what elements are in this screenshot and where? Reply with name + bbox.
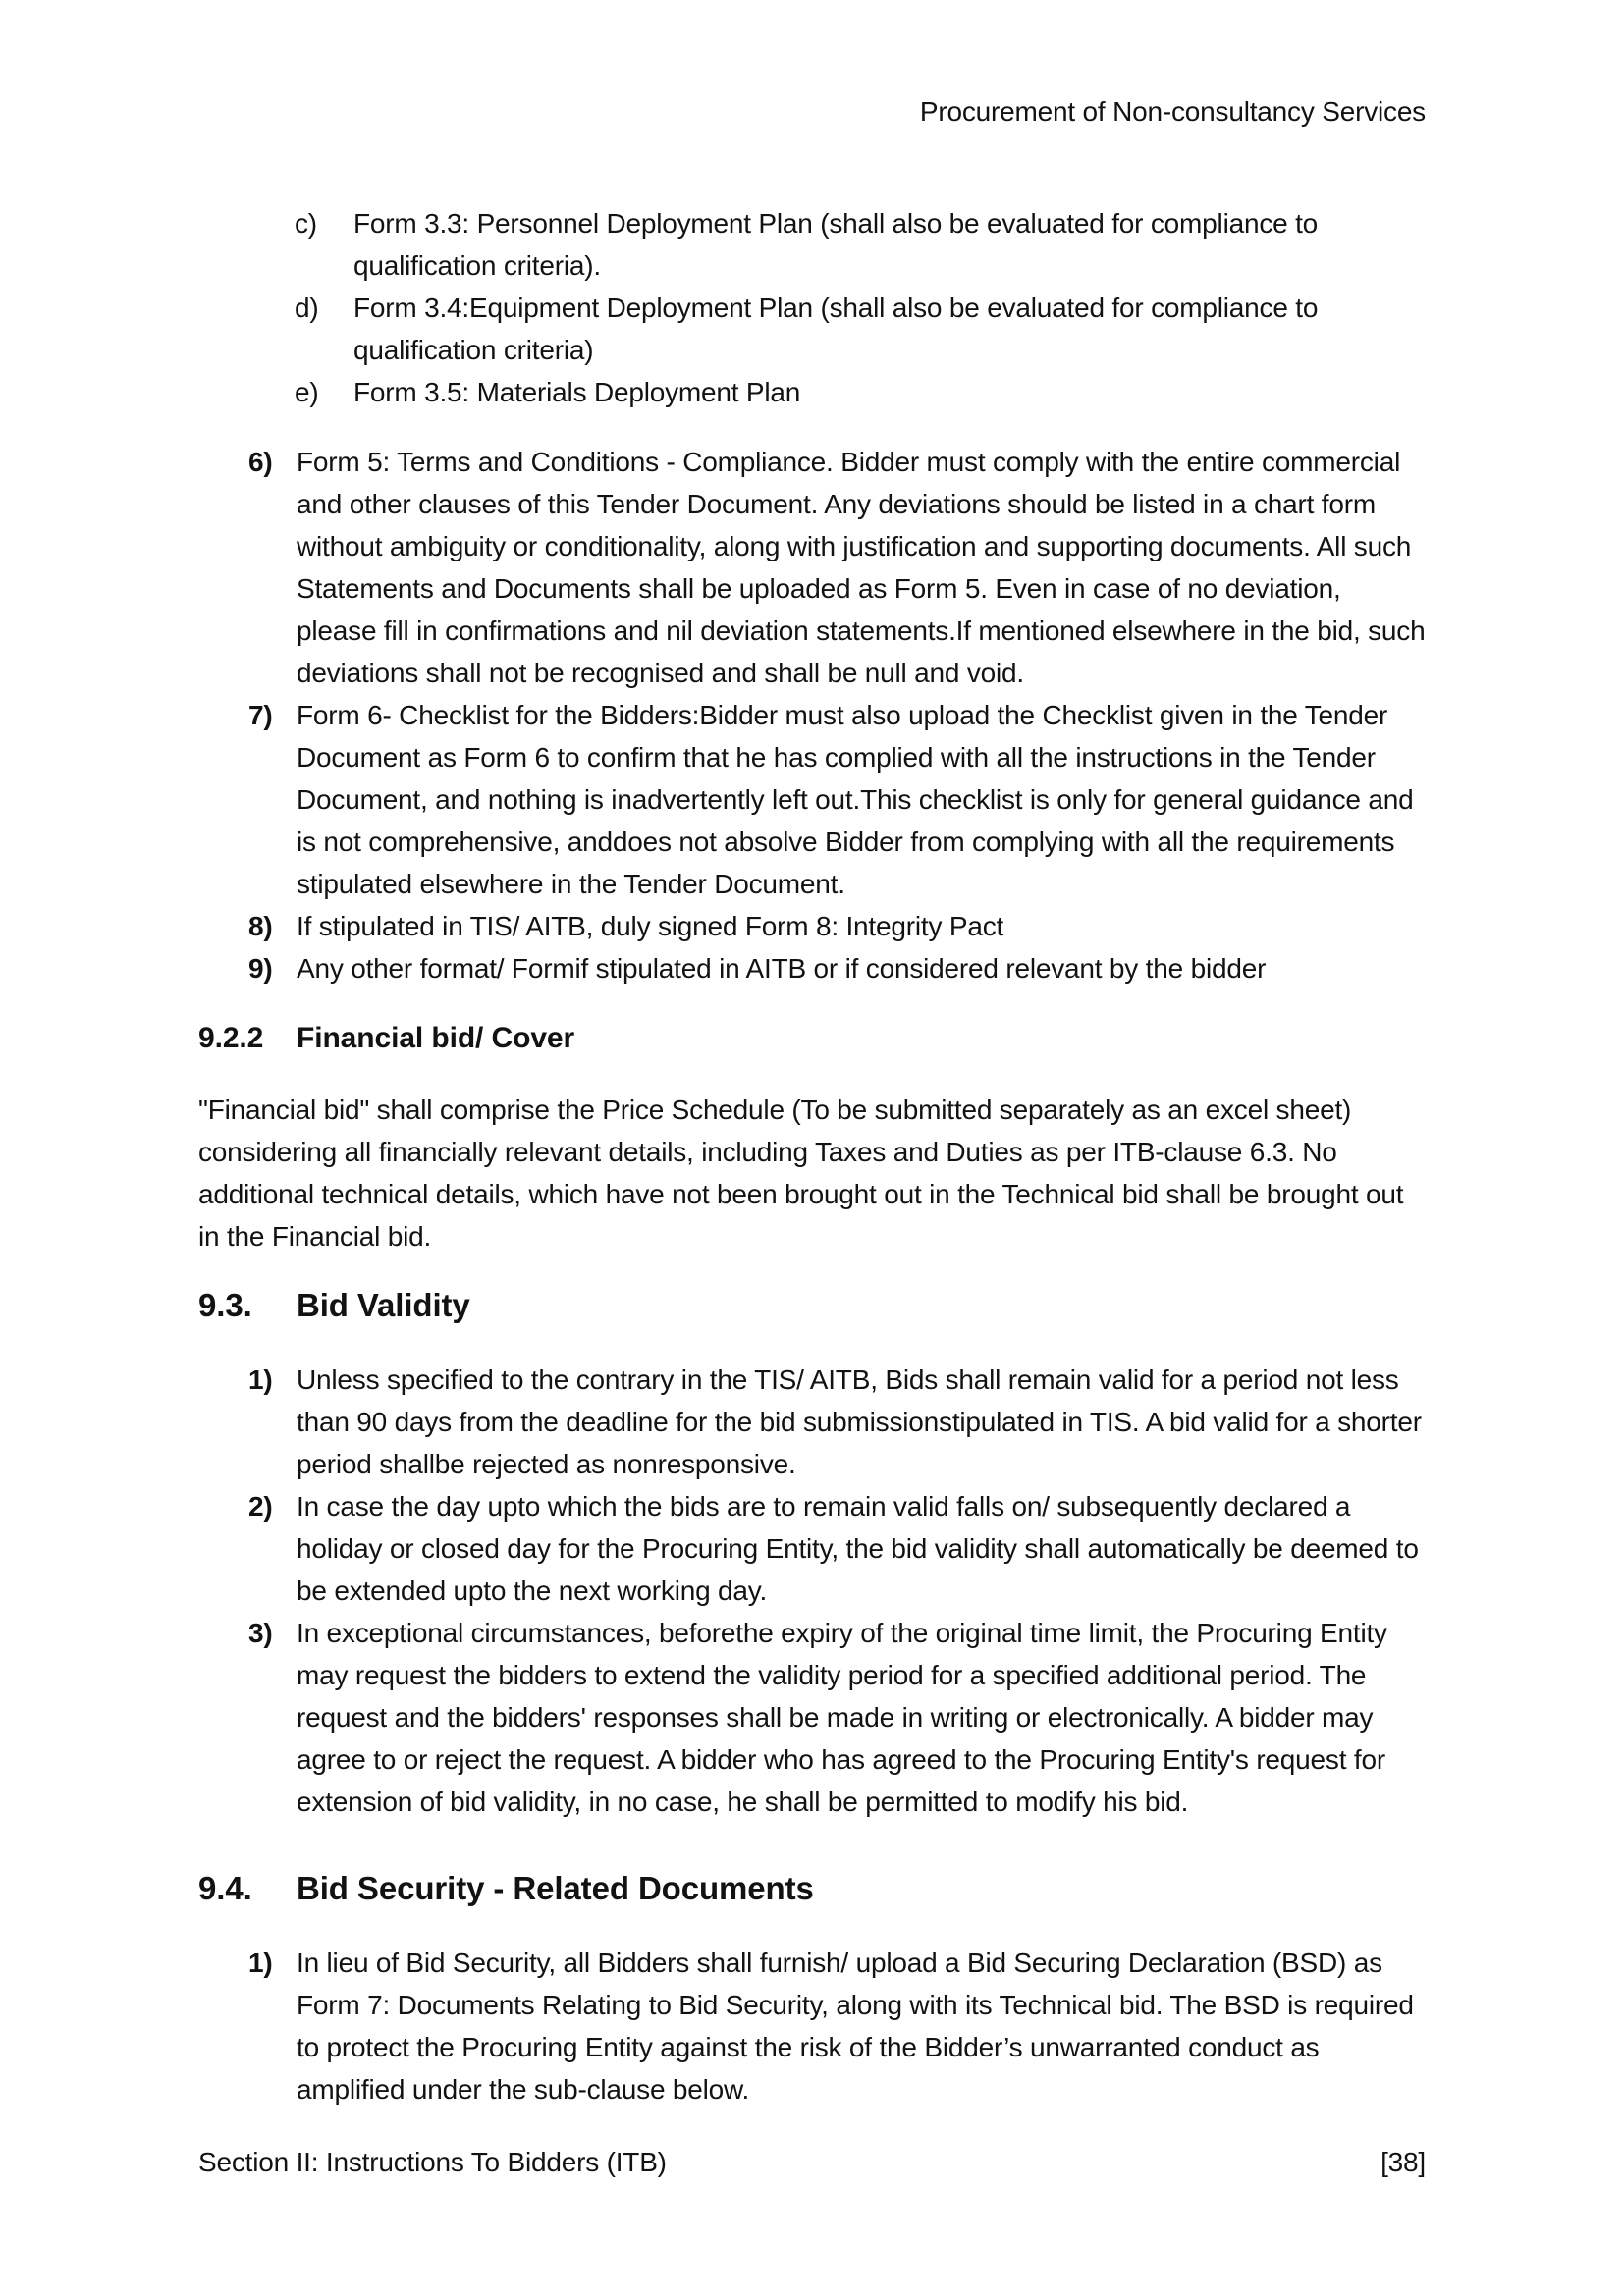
heading-title: Bid Security - Related Documents: [297, 1870, 814, 1906]
list-item-text: In exceptional circumstances, beforethe expiry of the original time limit, the Procuring Entity may request the bidders to extend the validity period for a specified additional period. The request and the bidders' responses shall be made in writing or electronically. A bidder may agree to or reject the request. A bidder who has agreed to the Procuring Entity's request for extension of bid validity, in no case, he shall be permitted to modify his bid.: [297, 1618, 1387, 1817]
list-marker: 3): [248, 1618, 273, 1648]
list-marker: 1): [248, 1364, 273, 1395]
list-item: [295, 371, 1426, 413]
list-item-text: Form 3.4:Equipment Deployment Plan (shall also be evaluated for compliance to qualification criteria): [353, 293, 1319, 365]
page-header: Procurement of Non-consultancy Services: [919, 96, 1426, 127]
list-item-text: Form 3.5: Materials Deployment Plan: [353, 377, 801, 407]
list-item-text: Form 3.3: Personnel Deployment Plan (shall also be evaluated for compliance to qualification criteria).: [353, 208, 1319, 281]
list-marker: 1): [248, 1948, 273, 1978]
section-heading-9-2-2: [198, 1016, 1426, 1060]
list-item: [248, 694, 1426, 905]
heading-number: 9.3.: [198, 1287, 252, 1323]
list-item: [248, 947, 1426, 989]
list-item: [295, 202, 1426, 287]
list-item-text: Form 5: Terms and Conditions - Compliance. Bidder must comply with the entire commercial and other clauses of this Tender Document. Any deviations should be listed in a chart form without ambiguity or conditionality, along with justification and supporting documents. All such Statements and Documents shall be uploaded as Form 5. Even in case of no deviation, please fill in confirmations and nil deviation statements.If mentioned elsewhere in the bid, such deviations shall not be recognised and shall be null and void.: [297, 447, 1426, 688]
list-item-text: Any other format/ Formif stipulated in AITB or if considered relevant by the bidder: [297, 953, 1267, 984]
paragraph: "Financial bid" shall comprise the Price Schedule (To be submitted separately as an excel sheet) considering all financially relevant details, including Taxes and Duties as per ITB-clause 6.3. No additional technical details, which have not been brought out in the Technical bid shall be brought out in the Financial bid.: [198, 1095, 1404, 1252]
list-item-text: Form 6- Checklist for the Bidders:Bidder must also upload the Checklist given in the Tender Document as Form 6 to confirm that he has complied with all the instructions in the Tender Document, and nothing is inadvertently left out.This checklist is only for general guidance and is not comprehensive, anddoes not absolve Bidder from complying with all the requirements stipulated elsewhere in the Tender Document.: [297, 700, 1414, 899]
list-item-text: In lieu of Bid Security, all Bidders shall furnish/ upload a Bid Securing Declaration (BSD) as Form 7: Documents Relating to Bid Security, along with its Technical bid. The BSD is required to protect the Procuring Entity against the risk of the Bidder’s unwarranted conduct as amplified under the sub-clause below.: [297, 1948, 1414, 2105]
section-heading-9-4: [198, 1866, 1426, 1911]
list-marker: 8): [248, 911, 273, 941]
list-marker: c): [295, 208, 317, 239]
list-marker: e): [295, 377, 319, 407]
footer-page-number: [38]: [1380, 2147, 1426, 2177]
list-item-text: In case the day upto which the bids are to remain valid falls on/ subsequently declared a holiday or closed day for the Procuring Entity, the bid validity shall automatically be deemed to be extended upto the next working day.: [297, 1491, 1419, 1606]
list-item: [248, 441, 1426, 694]
list-item: [248, 1612, 1426, 1823]
list-marker: 9): [248, 953, 273, 984]
list-item: [248, 1359, 1426, 1485]
list-marker: 6): [248, 447, 273, 477]
section-heading-9-3: [198, 1283, 1426, 1328]
list-marker: 7): [248, 700, 273, 730]
list-item: [248, 905, 1426, 947]
list-item-text: Unless specified to the contrary in the TIS/ AITB, Bids shall remain valid for a period not less than 90 days from the deadline for the bid submissionstipulated in TIS. A bid valid for a shorter period shallbe rejected as nonresponsive.: [297, 1364, 1422, 1479]
heading-number: 9.2.2: [198, 1022, 264, 1054]
heading-title: Bid Validity: [297, 1287, 470, 1323]
list-marker: d): [295, 293, 319, 323]
list-item: [295, 287, 1426, 371]
list-item: [248, 1942, 1426, 2110]
list-item-text: If stipulated in TIS/ AITB, duly signed Form 8: Integrity Pact: [297, 911, 1004, 941]
list-item: [248, 1485, 1426, 1612]
heading-number: 9.4.: [198, 1870, 252, 1906]
page-footer: [198, 2141, 1426, 2183]
list-marker: 2): [248, 1491, 273, 1522]
heading-title: Financial bid/ Cover: [297, 1022, 575, 1054]
footer-section-label: Section II: Instructions To Bidders (ITB): [198, 2147, 667, 2177]
